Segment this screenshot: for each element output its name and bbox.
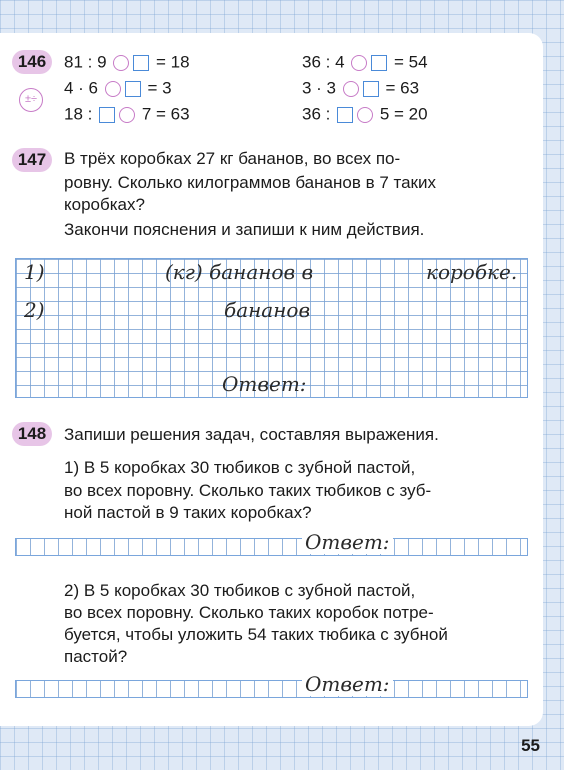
task-148-1-line-3: ной пастой в 9 таких коробках? xyxy=(64,503,312,522)
answer-label-147: Ответ: xyxy=(222,372,307,396)
handwritten-step-2-number: 2) xyxy=(24,298,45,322)
operator-circle[interactable] xyxy=(351,55,367,71)
smiley-icon: ±÷ xyxy=(19,88,43,112)
equation-6: 36 : 5 = 20 xyxy=(302,104,428,124)
task-148-2-line-1: 2) В 5 коробках 30 тюбиков с зубной пастой, xyxy=(64,581,416,600)
operator-circle[interactable] xyxy=(113,55,129,71)
number-box[interactable] xyxy=(99,107,115,123)
answer-row-148-1[interactable] xyxy=(15,538,528,556)
operator-circle[interactable] xyxy=(343,81,359,97)
operator-circle[interactable] xyxy=(357,107,373,123)
handwritten-step-1-end: коробке. xyxy=(426,260,518,284)
task-number-146: 146 xyxy=(12,50,52,74)
task-number-147: 147 xyxy=(12,148,52,172)
task-148-2-line-4: пастой? xyxy=(64,647,128,666)
equation-4: 36 : 4 = 54 xyxy=(302,52,428,72)
number-box[interactable] xyxy=(125,81,141,97)
equation-2: 4 · 6 = 3 xyxy=(64,78,172,98)
task-147-line-1: В трёх коробках 27 кг бананов, во всех по- xyxy=(64,149,401,168)
equation-1: 81 : 9 = 18 xyxy=(64,52,190,72)
number-box[interactable] xyxy=(371,55,387,71)
page-number: 55 xyxy=(521,736,540,755)
task-147-line-2: ровну. Сколько килограммов бананов в 7 таких xyxy=(64,173,436,192)
task-148-intro: Запиши решения задач, составляя выражения. xyxy=(64,425,439,444)
handwritten-step-1-text: (кг) бананов в xyxy=(165,260,314,284)
task-147-instruction: Закончи пояснения и запиши к ним действия. xyxy=(64,220,425,239)
number-box[interactable] xyxy=(133,55,149,71)
answer-label-148-1: Ответ: xyxy=(302,530,393,554)
answer-label-148-2: Ответ: xyxy=(302,672,393,696)
equation-5: 3 · 3 = 63 xyxy=(302,78,420,98)
answer-row-148-2[interactable] xyxy=(15,680,528,698)
task-148-1-line-2: во всех поровну. Сколько таких тюбиков с зуб- xyxy=(64,481,432,500)
task-148-1-line-1: 1) В 5 коробках 30 тюбиков с зубной пастой, xyxy=(64,458,416,477)
handwritten-step-1-number: 1) xyxy=(24,260,45,284)
number-box[interactable] xyxy=(337,107,353,123)
operator-circle[interactable] xyxy=(105,81,121,97)
equation-3: 18 : 7 = 63 xyxy=(64,104,190,124)
task-148-2-line-3: буется, чтобы уложить 54 таких тюбика с зубной xyxy=(64,625,448,644)
task-147-line-3: коробках? xyxy=(64,195,145,214)
number-box[interactable] xyxy=(363,81,379,97)
task-number-148: 148 xyxy=(12,422,52,446)
operator-circle[interactable] xyxy=(119,107,135,123)
task-148-2-line-2: во всех поровну. Сколько таких коробок потре- xyxy=(64,603,434,622)
handwritten-step-2-text: бананов xyxy=(224,298,311,322)
